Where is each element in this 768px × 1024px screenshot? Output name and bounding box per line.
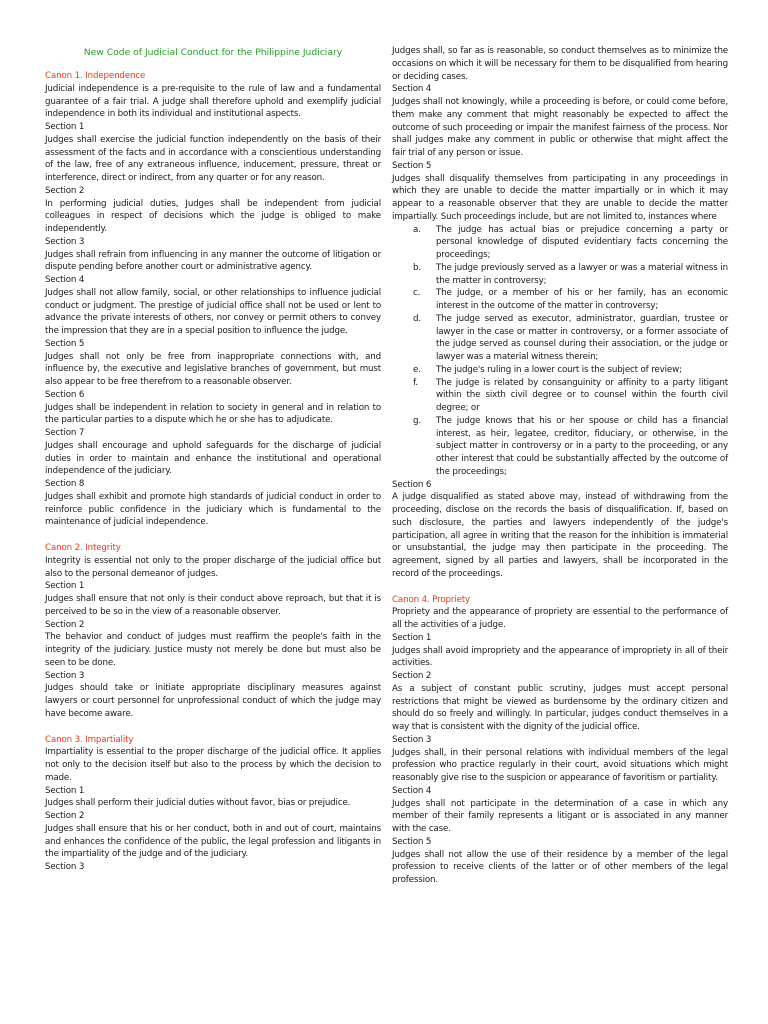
list-marker: c. (413, 288, 421, 299)
section-text: Judges shall disqualify themselves from participating in any proceedings in which they are unable to decide the matter impartially or in which it may appear to a reasonable observer that they are unable to decide the matter impartially. Such proceedings include, but are not limited to, instances where (392, 173, 728, 222)
list-marker: e. (413, 364, 421, 375)
section-label: Section 1 (45, 122, 85, 132)
section-text: Judges shall not participate in the determination of a case in which any member of their family represents a litigant or is associated in any manner with the case. (392, 798, 728, 834)
list-marker: b. (413, 262, 421, 273)
section-text: The behavior and conduct of judges must reaffirm the people's faith in the integrity of the judiciary. Justice musty not merely be done but must also be seen to be done. (45, 632, 381, 668)
section-text: Judges shall perform their judicial duties without favor, bias or prejudice. (45, 798, 351, 809)
section-label: Section 7 (45, 428, 85, 438)
list-item (413, 364, 728, 377)
list-item-text: The judge, or a member of his or her family, has an economic interest in the outcome of the matter in controversy; (436, 288, 728, 311)
section-label: Section 3 (45, 862, 85, 872)
list-item (413, 262, 728, 288)
section-text: Judges shall not knowingly, while a proceeding is before, or could come before, them make any comment that might reasonably be expected to affect the outcome of such proceeding or impair the manifest fairness of the process. Nor shall judges make any comment in public or otherwise that might affect the fair trial of any person or issue. (392, 97, 728, 158)
section-text: Judges shall not allow family, social, or other relationships to influence judicial conduct or judgment. The prestige of judicial office shall not be used or lent to advance the private interests of others, nor convey or permit others to convey the impression that they are in a special position to influence the judge. (45, 287, 381, 336)
canon-4-intro: Propriety and the appearance of propriety are essential to the performance of all the activities of a judge. (392, 607, 728, 630)
section-text: Judges shall encourage and uphold safeguards for the discharge of judicial duties in order to maintain and enhance the institutional and operational independence of the judiciary. (45, 440, 381, 477)
section-text: As a subject of constant public scrutiny, judges must accept personal restrictions that might be viewed as burdensome by the ordinary citizen and should do so freely and willingly. In particular, judges conduct themselves in a way that is consistent with the dignity of the judicial office. (392, 683, 728, 732)
section-label: Section 1 (392, 632, 432, 643)
section-3-continued: Judges shall, so far as is reasonable, so conduct themselves as to minimize the occasions on which it will be necessary for them to be disqualified from hearing or deciding cases. (392, 46, 728, 82)
section-label: Section 6 (45, 389, 85, 400)
list-marker: d. (413, 313, 421, 324)
section-text: Judges shall refrain from influencing in any manner the outcome of litigation or dispute pending before another court or administrative agency. (45, 249, 381, 273)
section-label: Section 5 (392, 160, 432, 171)
document-title: New Code of Judicial Conduct for the Philippine Judiciary (83, 47, 343, 58)
list-marker: a. (413, 224, 421, 235)
canon-1-heading: Canon 1. Independence (45, 71, 146, 81)
section-text: Judges shall not allow the use of their residence by a member of the legal profession to receive clients of the latter or of other members of the legal profession. (392, 849, 728, 885)
section-label: Section 6 (392, 479, 432, 490)
list-item-text: The judge has actual bias or prejudice concerning a party or personal knowledge of disputed evidentiary facts concerning the proceedings; (436, 224, 728, 260)
section-text: Judges shall avoid impropriety and the appearance of impropriety in all of their activities. (392, 645, 728, 669)
section-label: Section 4 (45, 275, 85, 285)
list-item-text: The judge knows that his or her spouse or child has a financial interest, as heir, legatee, creditor, fiduciary, or otherwise, in the subject matter in controversy or in a party to the proceeding, or any other interest that could be substantially affected by the outcome of the proceedings; (436, 415, 728, 477)
list-item (413, 313, 728, 364)
list-item (413, 377, 728, 415)
list-marker: g. (413, 415, 421, 426)
canon-3-intro: Impartiality is essential to the proper discharge of the judicial office. It applies not only to the decision itself but also to the process by which the decision to made. (45, 747, 381, 783)
disqualification-list (392, 224, 728, 479)
canon-3-heading: Canon 3. Impartiality (45, 734, 134, 745)
section-label: Section 3 (45, 670, 85, 681)
section-label: Section 1 (45, 581, 85, 592)
canon-2-intro: Integrity is essential not only to the proper discharge of the judicial office but also to the personal demeanor of judges. (45, 555, 381, 579)
section-label: Section 1 (45, 785, 85, 796)
list-item-text: The judge's ruling in a lower court is the subject of review; (436, 364, 682, 375)
section-text: Judges shall ensure that not only is their conduct above reproach, but that it is perceived to be so in the view of a reasonable observer. (45, 594, 381, 617)
section-text: Judges shall exhibit and promote high standards of judicial conduct in order to reinforce public confidence in the judiciary which is fundamental to the maintenance of judicial independence. (45, 491, 381, 528)
section-text: Judges shall ensure that his or her conduct, both in and out of court, maintains and enhances the confidence of the public, the legal profession and litigants in the impartiality of the judge and of the judiciary. (45, 823, 381, 860)
section-label: Section 5 (392, 836, 432, 847)
canon-1-intro: Judicial independence is a pre-requisite to the rule of law and a fundamental guarantee of a fair trial. A judge shall therefore uphold and exemplify judicial independence in both its individual and institutional aspects. (45, 83, 381, 120)
section-label: Section 4 (392, 785, 432, 796)
section-label: Section 5 (45, 338, 85, 349)
canon-2-heading: Canon 2. Integrity (45, 543, 121, 553)
section-text: A judge disqualified as stated above may, instead of withdrawing from the proceeding, disclose on the records the basis of disqualification. If, based on such disclosure, the parties and lawyers independently of the judge's participation, all agree in writing that the reason for the inhibition is immaterial or unsubstantial, the judge may then participate in the proceeding. The agreement, signed by all parties and lawyers, shall be incorporated in the record of the proceedings. (392, 492, 728, 579)
section-label: Section 2 (45, 185, 85, 196)
section-text: Judges shall be independent in relation to society in general and in relation to the particular parties to a dispute which he or she has to adjudicate. (45, 402, 381, 426)
section-label: Section 3 (392, 734, 432, 745)
section-label: Section 8 (45, 479, 85, 489)
section-label: Section 3 (45, 236, 85, 247)
section-text: Judges shall exercise the judicial function independently on the basis of their assessment of the facts and in accordance with a conscientious understanding of the law, free of any extraneous influence, inducement, pressure, threat or interference, direct or indirect, from any quarter or for any reason. (45, 134, 381, 183)
section-label: Section 4 (392, 84, 432, 95)
list-item-text: The judge previously served as a lawyer or was a material witness in the matter in controversy; (436, 262, 728, 286)
list-item-text: The judge served as executor, administrator, guardian, trustee or lawyer in the case or matter in controversy, or a former associate of the judge served as counsel during their association, or the judge or lawyer was a material witness therein; (436, 313, 728, 362)
list-marker: f. (413, 377, 418, 388)
section-text: Judges shall not only be free from inappropriate connections with, and influence by, the executive and legislative branches of government, but must also appear to be free therefrom to a reasonable observer. (45, 351, 381, 387)
list-item (413, 415, 728, 479)
right-column (392, 45, 728, 887)
section-label: Section 2 (45, 619, 85, 630)
left-column (45, 44, 381, 874)
section-label: Section 2 (45, 811, 85, 821)
list-item (413, 224, 728, 262)
list-item-text: The judge is related by consanguinity or affinity to a party litigant within the sixth civil degree or to counsel within the fourth civil degree; or (436, 377, 728, 413)
section-text: Judges shall, in their personal relations with individual members of the legal profession who practice regularly in their court, avoid situations which might reasonably give rise to the suspicion or appearance of favoritism or partiality. (392, 747, 728, 783)
section-text: In performing judicial duties, Judges shall be independent from judicial colleagues in respect of decisions which the judge is obliged to make independently. (45, 198, 381, 234)
section-text: Judges should take or initiate appropriate disciplinary measures against lawyers or court personnel for unprofessional conduct of which the judge may have become aware. (45, 683, 381, 719)
canon-4-heading: Canon 4. Propriety (392, 594, 471, 605)
list-item (413, 287, 728, 313)
section-label: Section 2 (392, 671, 432, 681)
